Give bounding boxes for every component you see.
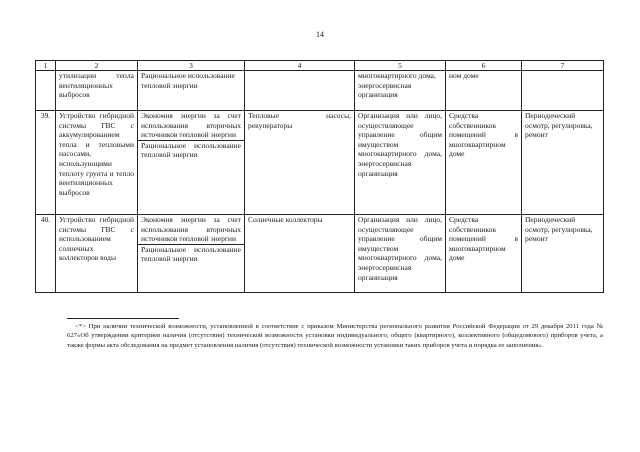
footnote: <*> При наличии технической возможности, установленной в соответствие с приказом Министерства регионального развития Российской Федерации от 29 декабря 2011 года № 627«Об утверждении критериев наличия (отсутствия) технической возможности установки индивидуального, общего (квартирного), коллективного (общедомового) приборов учета, а также формы акта обследования на предмет установления наличия (отсутствия) технической возможности установки таких приборов учета и порядка ее заполнения». [67,323,603,349]
header-cell: 5 [355,61,446,71]
funding-cell: ном доме [446,71,522,111]
equipment-cell [245,71,355,111]
header-cell: 4 [245,61,355,71]
header-cell: 2 [56,61,138,71]
effect-primary: Экономия энергии за счет использования вторичных источников тепловой энергии [141,111,241,140]
effect-cell [138,215,245,293]
page-number: 14 [316,30,324,39]
period-cell: Периодический осмотр, регулировка, ремонт [522,111,604,215]
executor-cell: Организация или лицо, осуществляющее управление общим имуществом многоквартирного дома, энергосервисная организация [355,215,446,293]
period-cell: Периодический осмотр, регулировка, ремонт [522,215,604,293]
row-number: 40. [36,215,56,293]
measures-table [35,60,604,293]
table-row [36,111,604,215]
table-row [36,215,604,293]
table-header-row [36,61,604,71]
measure-name-cell: утилизации тепла вентиляционных выбросов [56,71,138,111]
header-cell: 6 [446,61,522,71]
executor-cell: Организация или лицо, осуществляющее управление общим имуществом многоквартирного дома, энергосервисная организация [355,111,446,215]
equipment-cell: Солнечные коллекторы [245,215,355,293]
header-cell: 1 [36,61,56,71]
num-cell [36,71,56,111]
effect-primary: Экономия энергии за счет использования вторичных источников тепловой энергии [141,215,241,244]
effect-secondary: Рациональное использование тепловой энергии [138,244,244,264]
equipment-cell: Тепловые насосы, рекуператоры [245,111,355,215]
footnote-divider [67,318,179,319]
effect-cell: Рациональное использование тепловой энергии [138,71,245,111]
funding-cell: Средства собственников помещений в многоквартирном доме [446,111,522,215]
funding-cell: Средства собственников помещений в многоквартирном доме [446,215,522,293]
table-row-continuation [36,71,604,111]
executor-cell: многоквартирного дома, энергосервисная организация [355,71,446,111]
effect-secondary: Рациональное использование тепловой энергии [138,140,244,160]
effect-cell [138,111,245,215]
header-cell: 7 [522,61,604,71]
measure-name-cell: Устройство гибридной системы ГВС с использованием солнечных коллекторов воды [56,215,138,293]
header-cell: 3 [138,61,245,71]
period-cell [522,71,604,111]
measure-name-cell: Устройство гибридной системы ГВС с аккумулированием тепла и тепловыми насосами, использующими теплоту грунта и тепло вентиляционных выбросов [56,111,138,215]
row-number: 39. [36,111,56,215]
